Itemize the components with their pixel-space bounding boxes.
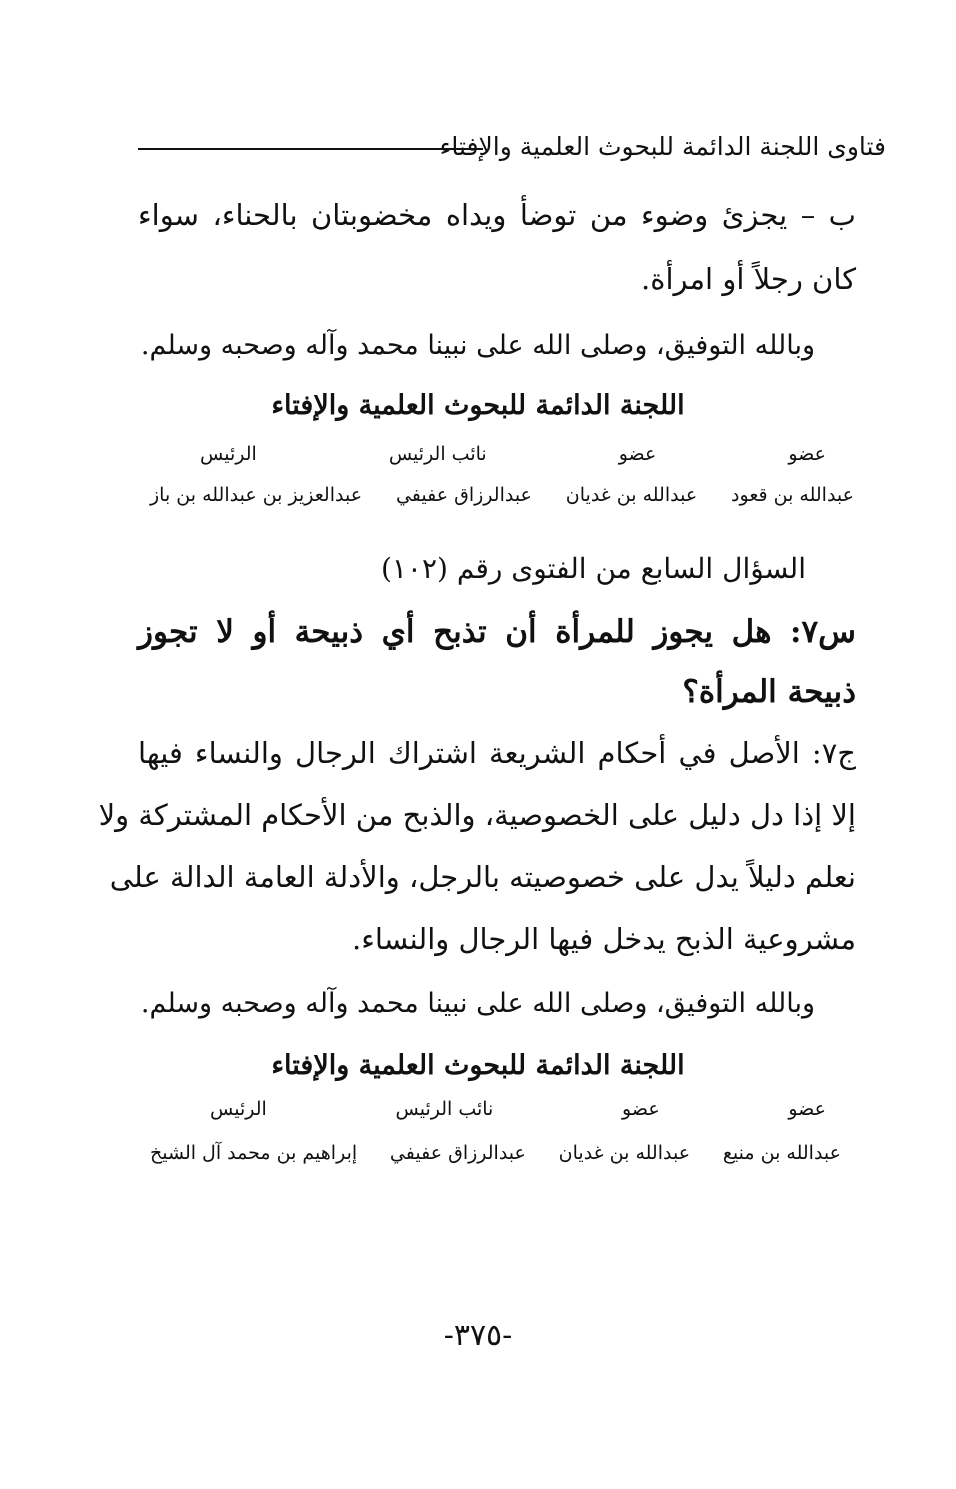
signature-names: [150, 484, 854, 506]
signatory-name: عبدالرزاق عفيفي: [389, 1142, 526, 1164]
paragraph-line: ب – يجزئ وضوء من توضأ ويداه مخضوبتان بالحناء، سواء: [138, 198, 856, 232]
answer-line: ج٧: الأصل في أحكام الشريعة اشتراك الرجال والنساء فيها: [138, 736, 856, 770]
signature-names: [150, 1142, 841, 1164]
signature-roles: [210, 1098, 826, 1120]
signatory-name: عبدالله بن قعود: [731, 484, 854, 506]
answer-line: إلا إذا دل دليل على الخصوصية، والذبح من الأحكام المشتركة ولا: [98, 798, 856, 832]
fatwa-reference: السؤال السابع من الفتوى رقم (١٠٢): [380, 552, 806, 585]
role-label: عضو: [622, 1098, 660, 1120]
signatory-name: عبدالله بن غديان: [565, 484, 698, 506]
role-label: الرئيس: [200, 443, 257, 465]
running-header-title: فتاوى اللجنة الدائمة للبحوث العلمية والإفتاء: [439, 132, 886, 161]
question-line: ذبيحة المرأة؟: [682, 674, 856, 710]
signatory-name: عبدالعزيز بن عبدالله بن باز: [150, 484, 363, 506]
committee-heading: اللجنة الدائمة للبحوث العلمية والإفتاء: [271, 1050, 685, 1081]
paragraph-line: كان رجلاً أو امرأة.: [641, 262, 856, 296]
answer-line: نعلم دليلاً يدل على خصوصيته بالرجل، والأدلة العامة الدالة على: [109, 860, 856, 894]
role-label: عضو: [788, 443, 826, 465]
role-label: عضو: [788, 1098, 826, 1120]
signatory-name: إبراهيم بن محمد آل الشيخ: [150, 1142, 358, 1164]
page-number: -٣٧٥-: [443, 1318, 513, 1353]
signatory-name: عبدالرزاق عفيفي: [395, 484, 532, 506]
signatory-name: عبدالله بن منيع: [722, 1142, 841, 1164]
role-label: عضو: [618, 443, 657, 465]
header-rule: [138, 148, 483, 150]
role-label: نائب الرئيس: [395, 1098, 494, 1120]
closing-prayer: وبالله التوفيق، وصلى الله على نبينا محمد وآله وصحبه وسلم.: [140, 330, 816, 361]
role-label: نائب الرئيس: [388, 443, 487, 465]
committee-heading: اللجنة الدائمة للبحوث العلمية والإفتاء: [271, 390, 685, 421]
answer-line: مشروعية الذبح يدخل فيها الرجال والنساء.: [352, 922, 856, 956]
question-line: س٧: هل يجوز للمرأة أن تذبح أي ذبيحة أو لا تجوز: [138, 614, 856, 650]
signature-roles: [200, 443, 826, 465]
signatory-name: عبدالله بن غديان: [558, 1142, 691, 1164]
closing-prayer: وبالله التوفيق، وصلى الله على نبينا محمد وآله وصحبه وسلم.: [140, 988, 816, 1019]
role-label: الرئيس: [210, 1098, 267, 1120]
